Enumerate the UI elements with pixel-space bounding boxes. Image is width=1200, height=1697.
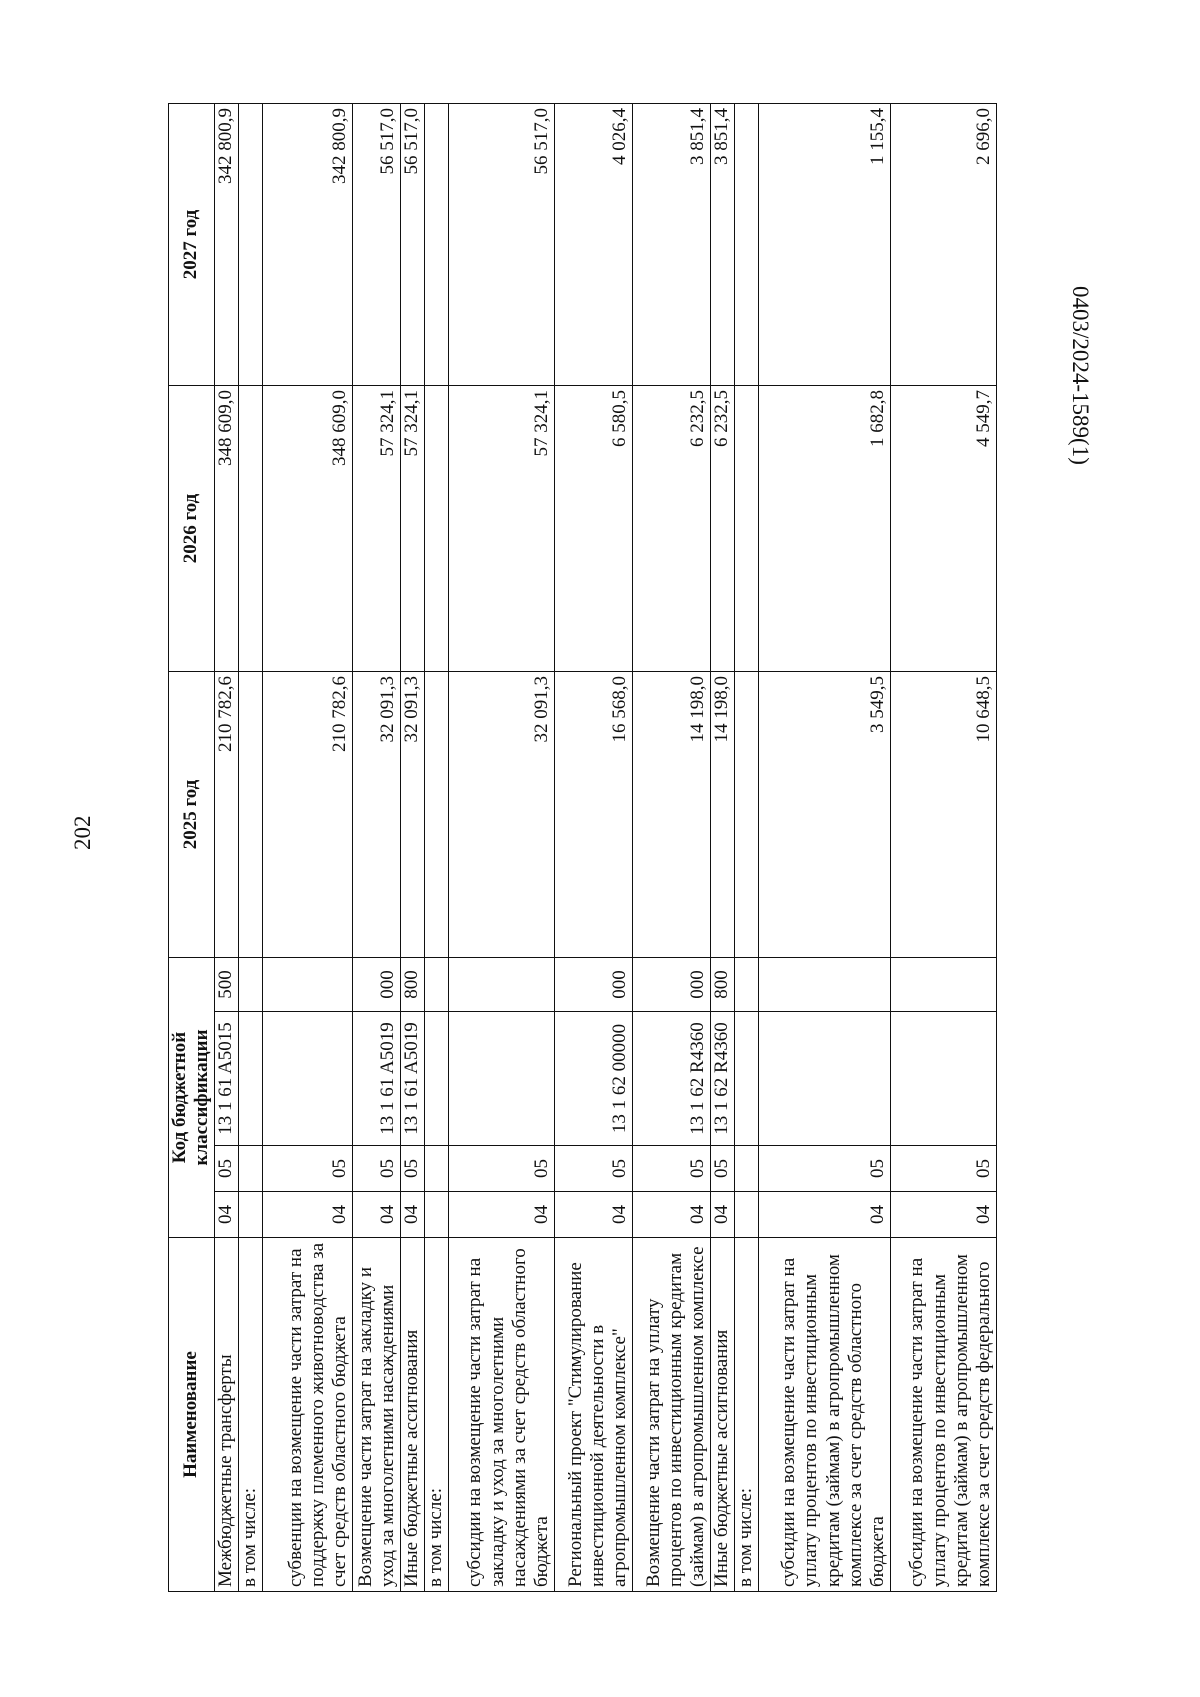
- table-row: [448, 103, 554, 1591]
- code-subsection: [424, 1146, 448, 1192]
- table-row: [554, 103, 632, 1591]
- code-section: 04: [710, 1192, 734, 1238]
- value-2025: 10 648,5: [890, 671, 996, 957]
- value-2027: 2 696,0: [890, 103, 996, 385]
- code-expense-type: 500: [214, 957, 238, 1011]
- code-section: [734, 1192, 758, 1238]
- code-subsection: 05: [448, 1146, 554, 1192]
- header-2027: 2027 год: [169, 103, 215, 385]
- value-2025: 14 198,0: [710, 671, 734, 957]
- value-2025: 16 568,0: [554, 671, 632, 957]
- value-2026: 348 609,0: [214, 385, 238, 671]
- value-2026: [238, 385, 262, 671]
- row-name: субвенции на возмещение части затрат на поддержку племенного животноводства за счет средств областного бюджета: [262, 1238, 352, 1592]
- table-row: [238, 103, 262, 1591]
- code-article: 13 1 61 A5015: [214, 1012, 238, 1146]
- value-2027: 3 851,4: [632, 103, 710, 385]
- code-article: [758, 1012, 890, 1146]
- code-subsection: [734, 1146, 758, 1192]
- code-subsection: 05: [262, 1146, 352, 1192]
- code-section: 04: [554, 1192, 632, 1238]
- code-section: 04: [890, 1192, 996, 1238]
- row-name: субсидии на возмещение части затрат на уплату процентов по инвестиционным кредитам (займам) в агропромышленном комплексе за счет средств федерального: [890, 1238, 996, 1592]
- code-section: [424, 1192, 448, 1238]
- code-expense-type: [262, 957, 352, 1011]
- code-article: [890, 1012, 996, 1146]
- value-2025: 32 091,3: [352, 671, 400, 957]
- value-2026: 348 609,0: [262, 385, 352, 671]
- code-article: [424, 1012, 448, 1146]
- table-row: [758, 103, 890, 1591]
- code-expense-type: 000: [632, 957, 710, 1011]
- row-name: субсидии на возмещение части затрат на закладку и уход за многолетними насаждениями за счет средств областного бюджета: [448, 1238, 554, 1592]
- value-2025: [238, 671, 262, 957]
- value-2026: 57 324,1: [448, 385, 554, 671]
- table-row: [632, 103, 710, 1591]
- row-name: в том числе:: [734, 1238, 758, 1592]
- value-2027: 342 800,9: [214, 103, 238, 385]
- rotated-table-container: [168, 104, 1063, 1592]
- row-name: в том числе:: [238, 1238, 262, 1592]
- value-2025: [734, 671, 758, 957]
- code-expense-type: [448, 957, 554, 1011]
- value-2025: 210 782,6: [262, 671, 352, 957]
- table-row: [352, 103, 400, 1591]
- code-expense-type: [890, 957, 996, 1011]
- code-expense-type: [758, 957, 890, 1011]
- value-2026: 6 580,5: [554, 385, 632, 671]
- code-article: 13 1 62 R4360: [710, 1012, 734, 1146]
- code-section: 04: [758, 1192, 890, 1238]
- value-2027: 56 517,0: [352, 103, 400, 385]
- value-2026: 6 232,5: [632, 385, 710, 671]
- code-article: [238, 1012, 262, 1146]
- table-row: [734, 103, 758, 1591]
- header-code: Код бюджетной классификации: [169, 957, 215, 1237]
- code-expense-type: 000: [352, 957, 400, 1011]
- value-2027: 4 026,4: [554, 103, 632, 385]
- value-2025: 32 091,3: [448, 671, 554, 957]
- code-section: [238, 1192, 262, 1238]
- value-2025: 3 549,5: [758, 671, 890, 957]
- code-subsection: 05: [632, 1146, 710, 1192]
- table-row: [424, 103, 448, 1591]
- row-name: Региональный проект "Стимулирование инвестиционной деятельности в агропромышленном комплексе": [554, 1238, 632, 1592]
- table-row: [710, 103, 734, 1591]
- code-expense-type: 800: [400, 957, 424, 1011]
- code-article: 13 1 62 00000: [554, 1012, 632, 1146]
- value-2027: [734, 103, 758, 385]
- code-article: 13 1 61 A5019: [400, 1012, 424, 1146]
- row-name: Иные бюджетные ассигнования: [400, 1238, 424, 1592]
- value-2025: 210 782,6: [214, 671, 238, 957]
- code-subsection: 05: [554, 1146, 632, 1192]
- table-row: [214, 103, 238, 1591]
- code-article: [262, 1012, 352, 1146]
- code-section: 04: [352, 1192, 400, 1238]
- value-2027: 3 851,4: [710, 103, 734, 385]
- code-section: 04: [214, 1192, 238, 1238]
- value-2026: 6 232,5: [710, 385, 734, 671]
- code-expense-type: [734, 957, 758, 1011]
- value-2027: [238, 103, 262, 385]
- code-article: [734, 1012, 758, 1146]
- value-2027: 56 517,0: [448, 103, 554, 385]
- row-name: Возмещение части затрат на уплату процентов по инвестиционным кредитам (займам) в агропромышленном комплексе: [632, 1238, 710, 1592]
- row-name: Иные бюджетные ассигнования: [710, 1238, 734, 1592]
- value-2027: 342 800,9: [262, 103, 352, 385]
- row-name: Межбюджетные трансферты: [214, 1238, 238, 1592]
- code-subsection: [238, 1146, 262, 1192]
- header-2025: 2025 год: [169, 671, 215, 957]
- value-2025: 32 091,3: [400, 671, 424, 957]
- code-subsection: 05: [758, 1146, 890, 1192]
- value-2026: 57 324,1: [400, 385, 424, 671]
- value-2027: 1 155,4: [758, 103, 890, 385]
- code-expense-type: 000: [554, 957, 632, 1011]
- value-2027: 56 517,0: [400, 103, 424, 385]
- value-2027: [424, 103, 448, 385]
- table-row: [890, 103, 996, 1591]
- value-2026: [734, 385, 758, 671]
- page-number: 202: [70, 815, 95, 850]
- code-section: 04: [400, 1192, 424, 1238]
- code-subsection: 05: [214, 1146, 238, 1192]
- code-expense-type: 800: [710, 957, 734, 1011]
- header-name: Наименование: [169, 1238, 215, 1592]
- code-article: 13 1 62 R4360: [632, 1012, 710, 1146]
- code-subsection: 05: [400, 1146, 424, 1192]
- code-article: 13 1 61 A5019: [352, 1012, 400, 1146]
- value-2026: 4 549,7: [890, 385, 996, 671]
- table-row: [262, 103, 352, 1591]
- code-expense-type: [424, 957, 448, 1011]
- value-2026: 57 324,1: [352, 385, 400, 671]
- value-2025: 14 198,0: [632, 671, 710, 957]
- document-code: 0403/2024-1589(1): [1068, 286, 1093, 465]
- value-2025: [424, 671, 448, 957]
- value-2026: 1 682,8: [758, 385, 890, 671]
- code-subsection: 05: [352, 1146, 400, 1192]
- row-name: в том числе:: [424, 1238, 448, 1592]
- row-name: субсидии на возмещение части затрат на уплату процентов по инвестиционным кредитам (займам) в агропромышленном комплексе за счет средств областного бюджета: [758, 1238, 890, 1592]
- code-subsection: 05: [710, 1146, 734, 1192]
- code-section: 04: [632, 1192, 710, 1238]
- code-section: 04: [448, 1192, 554, 1238]
- budget-table: [168, 103, 997, 1592]
- header-row: [169, 103, 215, 1591]
- code-section: 04: [262, 1192, 352, 1238]
- code-subsection: 05: [890, 1146, 996, 1192]
- value-2026: [424, 385, 448, 671]
- row-name: Возмещение части затрат на закладку и уход за многолетними насаждениями: [352, 1238, 400, 1592]
- table-row: [400, 103, 424, 1591]
- code-expense-type: [238, 957, 262, 1011]
- code-article: [448, 1012, 554, 1146]
- header-2026: 2026 год: [169, 385, 215, 671]
